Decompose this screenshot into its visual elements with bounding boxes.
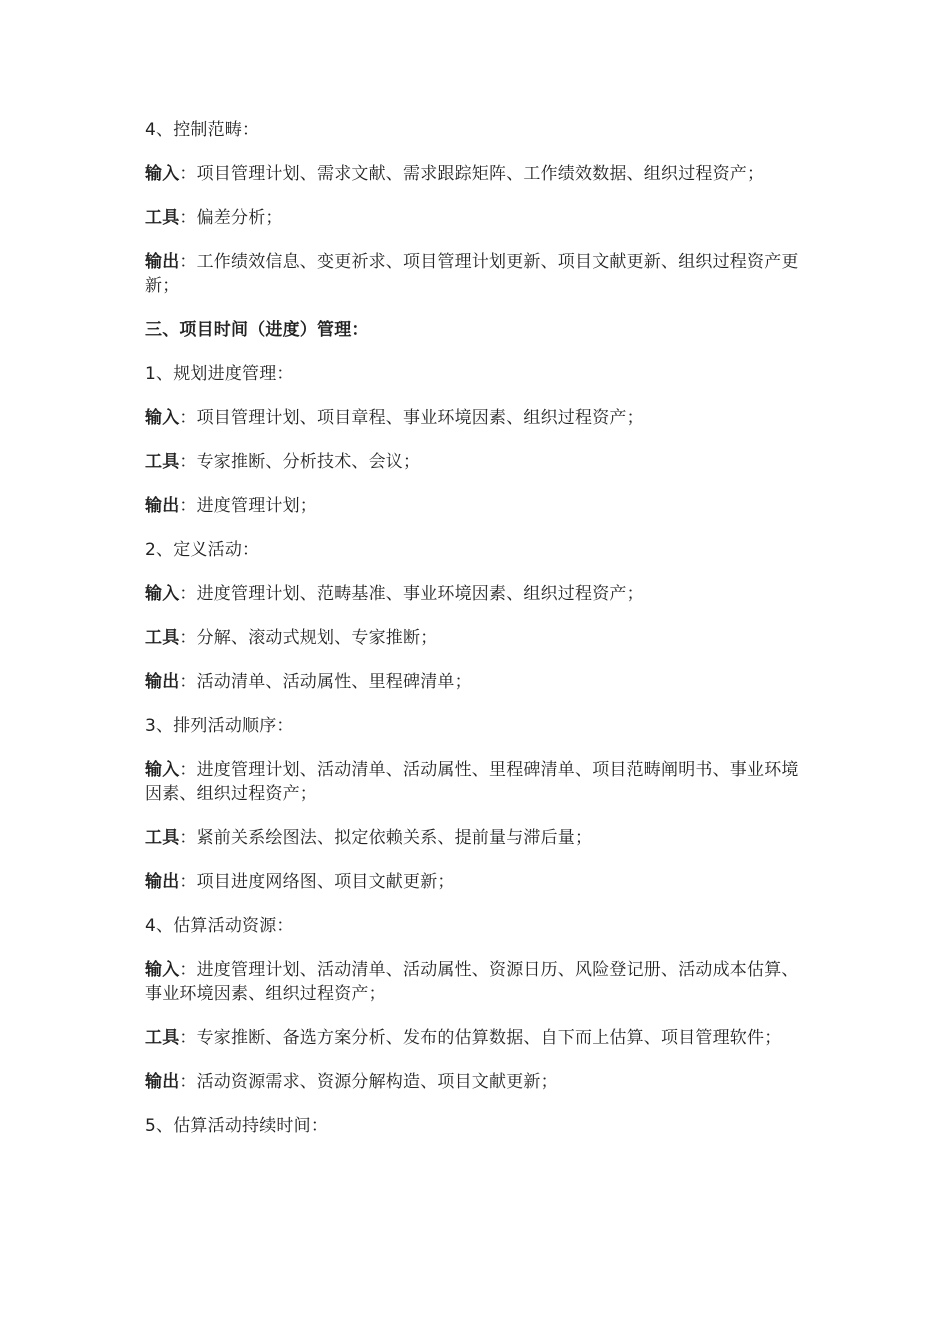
field-separator: ： bbox=[179, 208, 197, 228]
field-separator: ： bbox=[179, 628, 197, 648]
field-label: 输出 bbox=[145, 496, 180, 516]
field-separator: ： bbox=[179, 672, 197, 692]
field-label: 输出 bbox=[145, 872, 180, 892]
field-label: 输入 bbox=[145, 164, 180, 184]
field-separator: ： bbox=[179, 1028, 197, 1048]
field-line-6 bbox=[145, 406, 810, 430]
field-separator: ： bbox=[179, 1072, 197, 1092]
field-separator: ： bbox=[179, 252, 197, 272]
field-line-8 bbox=[145, 494, 810, 518]
field-label: 输出 bbox=[145, 252, 180, 272]
field-line-20 bbox=[145, 1070, 810, 1094]
step-title: 2、定义活动： bbox=[145, 540, 260, 560]
document-page bbox=[145, 118, 810, 1158]
field-text: 进度管理计划、范畴基准、事业环境因素、组织过程资产； bbox=[196, 584, 644, 604]
field-line-14 bbox=[145, 758, 810, 806]
field-label: 工具 bbox=[145, 828, 180, 848]
step-title: 4、估算活动资源： bbox=[145, 916, 294, 936]
field-label: 输入 bbox=[145, 408, 180, 428]
field-text: 分解、滚动式规划、专家推断； bbox=[196, 628, 438, 648]
field-text: 专家推断、备选方案分析、发布的估算数据、自下而上估算、项目管理软件； bbox=[196, 1028, 782, 1048]
field-line-19 bbox=[145, 1026, 810, 1050]
field-separator: ： bbox=[179, 872, 197, 892]
field-text: 进度管理计划、活动清单、活动属性、里程碑清单、项目范畴阐明书、事业环境因素、组织过程资产； bbox=[145, 760, 799, 804]
field-text: 项目进度网络图、项目文献更新； bbox=[196, 872, 455, 892]
step-title: 4、控制范畴： bbox=[145, 120, 260, 140]
field-label: 工具 bbox=[145, 1028, 180, 1048]
field-text: 工作绩效信息、变更祈求、项目管理计划更新、项目文献更新、组织过程资产更新； bbox=[145, 252, 799, 296]
field-separator: ： bbox=[179, 960, 197, 980]
field-text: 紧前关系绘图法、拟定依赖关系、提前量与滞后量； bbox=[196, 828, 593, 848]
field-line-18 bbox=[145, 958, 810, 1006]
field-separator: ： bbox=[179, 408, 197, 428]
field-text: 进度管理计划； bbox=[196, 496, 318, 516]
field-line-12 bbox=[145, 670, 810, 694]
field-text: 进度管理计划、活动清单、活动属性、资源日历、风险登记册、活动成本估算、事业环境因素、组织过程资产； bbox=[145, 960, 799, 1004]
field-text: 项目管理计划、项目章程、事业环境因素、组织过程资产； bbox=[196, 408, 644, 428]
field-text: 项目管理计划、需求文献、需求跟踪矩阵、工作绩效数据、组织过程资产； bbox=[196, 164, 765, 184]
field-label: 工具 bbox=[145, 452, 180, 472]
field-label: 输出 bbox=[145, 1072, 180, 1092]
field-line-3 bbox=[145, 250, 810, 298]
field-label: 输入 bbox=[145, 960, 180, 980]
field-separator: ： bbox=[179, 584, 197, 604]
step-title: 3、排列活动顺序： bbox=[145, 716, 294, 736]
field-separator: ： bbox=[179, 164, 197, 184]
field-label: 输入 bbox=[145, 760, 180, 780]
field-text: 活动资源需求、资源分解构造、项目文献更新； bbox=[196, 1072, 558, 1092]
field-line-7 bbox=[145, 450, 810, 474]
field-text: 偏差分析； bbox=[196, 208, 283, 228]
field-line-11 bbox=[145, 626, 810, 650]
field-separator: ： bbox=[179, 452, 197, 472]
step-title: 1、规划进度管理： bbox=[145, 364, 294, 384]
field-separator: ： bbox=[179, 828, 197, 848]
field-label: 工具 bbox=[145, 208, 180, 228]
field-label: 工具 bbox=[145, 628, 180, 648]
field-label: 输入 bbox=[145, 584, 180, 604]
field-line-10 bbox=[145, 582, 810, 606]
field-label: 输出 bbox=[145, 672, 180, 692]
field-separator: ： bbox=[179, 496, 197, 516]
field-separator: ： bbox=[179, 760, 197, 780]
field-line-1 bbox=[145, 162, 810, 186]
field-line-15 bbox=[145, 826, 810, 850]
field-text: 活动清单、活动属性、里程碑清单； bbox=[196, 672, 472, 692]
field-text: 专家推断、分析技术、会议； bbox=[196, 452, 421, 472]
step-title: 5、估算活动持续时间： bbox=[145, 1116, 329, 1136]
field-line-2 bbox=[145, 206, 810, 230]
field-line-16 bbox=[145, 870, 810, 894]
section-heading: 三、项目时间（进度）管理： bbox=[145, 320, 369, 340]
